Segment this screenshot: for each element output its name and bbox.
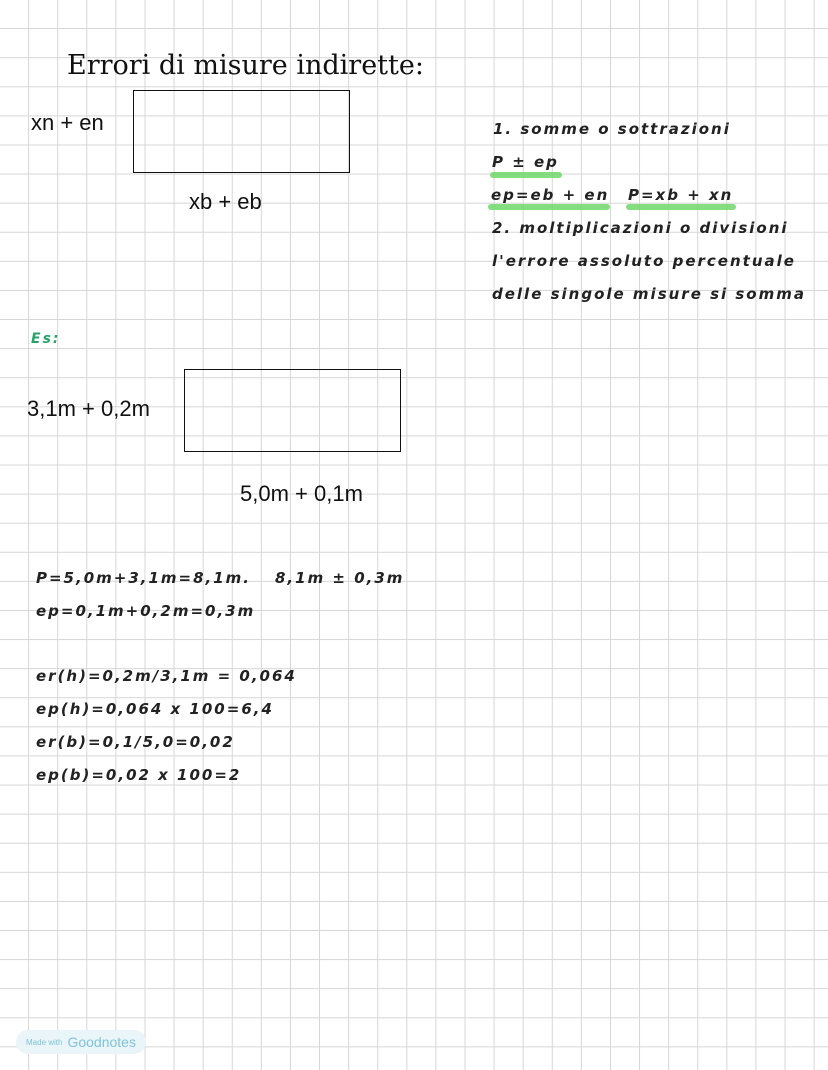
diagram1-bottom-label: xb + eb <box>189 189 262 214</box>
diagram1-side-label: xn + en <box>31 110 104 135</box>
watermark-brand: Goodnotes <box>67 1034 136 1050</box>
rule-text: delle singole misure si somma <box>492 285 806 303</box>
calc-line: ep(h)=0,064 x 100=6,4 <box>36 700 274 718</box>
diagram2-bottom-label: 5,0m + 0,1m <box>240 481 363 506</box>
rule-formula: P ± ep <box>492 153 559 171</box>
rule-2-heading: 2. moltiplicazioni o divisioni <box>492 219 789 237</box>
rule-1-heading: 1. somme o sottrazioni <box>493 120 731 138</box>
rule-formula: ep=eb + en <box>491 186 610 204</box>
highlight <box>488 204 610 210</box>
rule-text: l'errore assoluto percentuale <box>492 252 796 270</box>
calc-line: ep=0,1m+0,2m=0,3m <box>36 602 256 620</box>
goodnotes-watermark <box>16 1030 146 1054</box>
diagram2-rectangle <box>184 369 401 452</box>
calc-line: P=5,0m+3,1m=8,1m. <box>36 569 252 587</box>
calc-result: 8,1m ± 0,3m <box>275 569 405 587</box>
calc-line: er(h)=0,2m/3,1m = 0,064 <box>36 667 297 685</box>
highlight <box>490 172 562 178</box>
page-title: Errori di misure indirette: <box>67 50 424 81</box>
calc-line: ep(b)=0,02 x 100=2 <box>36 766 242 784</box>
example-label: Es: <box>31 331 61 347</box>
diagram1-rectangle <box>133 90 350 173</box>
diagram2-side-label: 3,1m + 0,2m <box>27 396 150 421</box>
watermark-prefix: Made with <box>26 1037 63 1047</box>
highlight <box>626 204 736 210</box>
calc-line: er(b)=0,1/5,0=0,02 <box>36 733 235 751</box>
rule-formula: P=xb + xn <box>628 186 734 204</box>
